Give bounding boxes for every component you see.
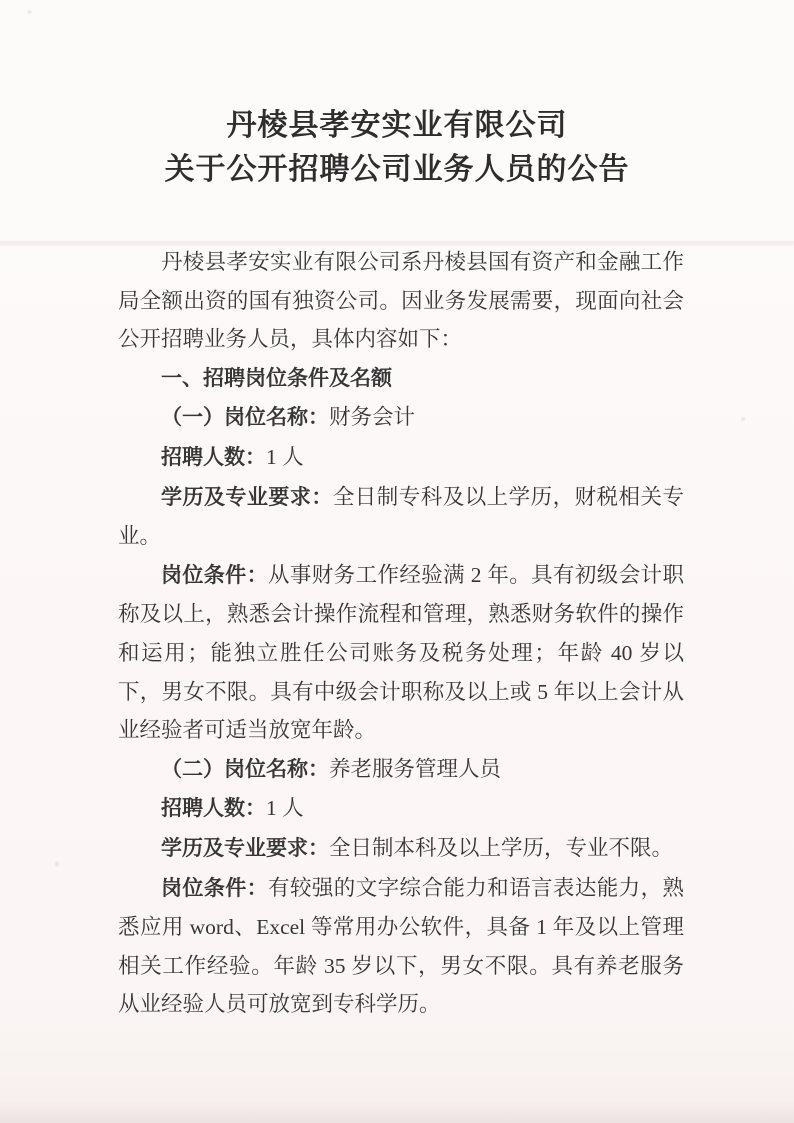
- text-run: 从事财务工作经验满 2 年。具有初级会计职称及以上，熟悉会计操作流程和管理，熟悉财务软件的操作和运用；能独立胜任公司账务及税务处理；年龄 40 岁以下，男女不限。具有中级会计职称及以上或 5 年以上会计从业经验者可适当放宽年龄。: [118, 562, 684, 743]
- paragraph: [118, 438, 684, 478]
- text-run: 有较强的文字综合能力和语言表达能力，熟悉应用 word、Excel 等常用办公软件，具备 1 年及以上管理相关工作经验。年龄 35 岁以下，男女不限。具有养老服务从业经验人员可放宽到专科学历。: [118, 875, 684, 1017]
- text-run: 财务会计: [329, 405, 416, 430]
- field-label: 学历及专业要求：: [161, 485, 333, 509]
- scan-speck: [741, 417, 745, 421]
- text-run: 养老服务管理人员: [329, 756, 502, 781]
- paragraph: [118, 243, 684, 359]
- field-label: 一、招聘岗位条件及名额: [161, 366, 392, 390]
- scan-speck: [27, 10, 32, 14]
- paragraph: [118, 829, 684, 869]
- document-title-line2: 关于公开招聘公司业务人员的公告: [164, 153, 630, 186]
- field-label: 岗位条件：: [161, 876, 269, 900]
- paragraph: [118, 359, 684, 399]
- field-label: 招聘人数：: [161, 445, 266, 469]
- paragraph: [118, 478, 684, 556]
- field-label: （二）岗位名称：: [161, 757, 329, 781]
- paragraph: [118, 789, 684, 829]
- paragraph: [118, 750, 684, 790]
- field-label: （一）岗位名称：: [161, 406, 329, 430]
- text-run: 全日制专科及以上学历，财税相关专业。: [118, 484, 684, 549]
- document-title-line1: 丹棱县孝安实业有限公司: [226, 109, 568, 142]
- paragraph: [118, 398, 684, 438]
- text-run: 1 人: [266, 444, 304, 469]
- text-run: 丹棱县孝安实业有限公司系丹棱县国有资产和金融工作局全额出资的国有独资公司。因业务发展需要，现面向社会公开招聘业务人员，具体内容如下：: [118, 250, 684, 352]
- text-run: 1 人: [266, 796, 304, 821]
- paragraph: [118, 869, 684, 1024]
- scan-speck: [55, 861, 59, 867]
- field-label: 学历及专业要求：: [161, 836, 329, 860]
- text-run: 全日制本科及以上学历，专业不限。: [329, 835, 674, 860]
- field-label: 招聘人数：: [161, 797, 266, 821]
- field-label: 岗位条件：: [161, 563, 268, 587]
- document-body: [118, 243, 684, 1024]
- document-title: [0, 104, 794, 192]
- paragraph: [118, 556, 684, 750]
